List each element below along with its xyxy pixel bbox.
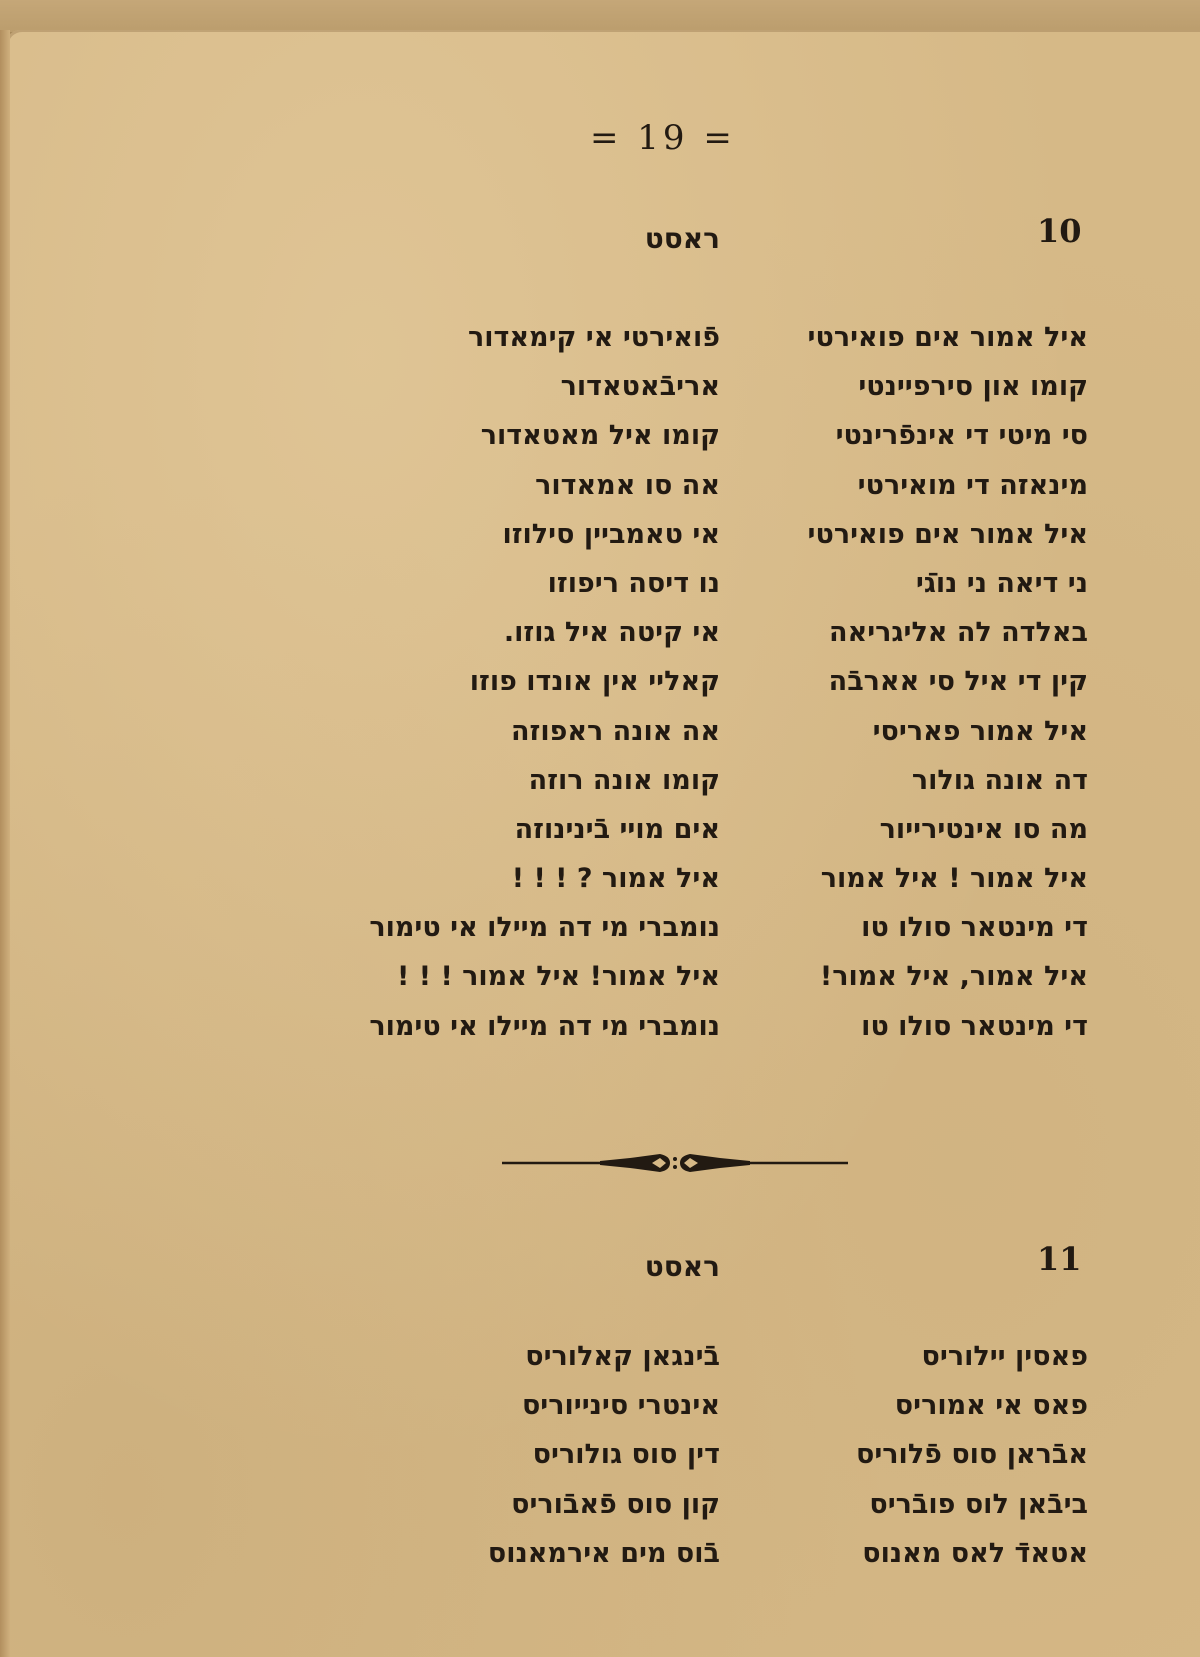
verse-line: אי קיטה איל גוזו. — [503, 617, 720, 649]
verse-line: אה אונה ראפוזה — [510, 715, 720, 747]
verse-line: קאליי אין אונדו פוזו — [469, 666, 720, 698]
verse-line: איל אמור, איל אמור! — [819, 961, 1088, 993]
section-number: 10 — [1037, 212, 1082, 250]
verse-line: דין סוס גולוריס — [532, 1439, 720, 1471]
verse-line: אים מויי בֿינינוזה — [514, 813, 720, 845]
verse-line: מה סו אינטירייור — [879, 813, 1088, 845]
verse-line: ני דיאה ני נוגֿי — [915, 567, 1088, 599]
section-number: 11 — [1037, 1240, 1082, 1278]
verse-line: מינאזה די מואירטי — [857, 469, 1088, 501]
verse-line: באלדה לה אליגריאה — [829, 617, 1088, 649]
verse-line: אינטרי סינייוריס — [521, 1390, 720, 1422]
verse-column-left — [369, 313, 720, 1051]
verse-line: ביבֿאן לוס פובֿריס — [869, 1488, 1088, 1520]
verse-line: די מינטאר סולו טו — [861, 1010, 1088, 1042]
page-left-edge — [0, 30, 10, 1657]
verse-line: אריבֿאטאדור — [560, 371, 720, 403]
verse-line: פאסין יילוריס — [921, 1341, 1088, 1372]
verse-column-right — [856, 1332, 1088, 1578]
section-title: ראסט — [644, 222, 720, 255]
verse-line: איל אמור ? ! ! ! — [511, 863, 720, 895]
verse-column-right — [808, 313, 1088, 1051]
verse-line: די מינטאר סולו טו — [861, 912, 1088, 944]
section-title: ראסט — [644, 1250, 720, 1283]
verse-line: נומברי מי דה מיילו אי טימור — [369, 1010, 720, 1042]
verse-line: פֿואירטי אי קימאדור — [467, 322, 720, 353]
verse-line: קומו אונה רוזה — [528, 764, 720, 796]
page-top-edge — [0, 0, 1200, 34]
decorative-divider-icon — [500, 1150, 850, 1176]
verse-line: בֿוס מים אירמאנוס — [487, 1537, 720, 1569]
verse-line: קומו און סירפיינטי — [858, 371, 1088, 403]
verse-line: אבֿראן סוס פֿלוריס — [856, 1439, 1088, 1471]
verse-line: פאס אי אמוריס — [894, 1390, 1088, 1422]
verse-line: אי טאמביין סילוזו — [502, 518, 720, 550]
verse-line: אה סו אמאדור — [535, 469, 720, 501]
verse-line: אטאדֿ לאס מאנוס — [862, 1537, 1088, 1569]
verse-line: איל אמור אים פואירטי — [807, 322, 1088, 353]
verse-line: איל אמור פאריסי — [872, 715, 1088, 747]
verse-line: נו דיסה ריפוזו — [547, 567, 720, 599]
page-number: = 19 = — [590, 118, 736, 158]
verse-line: איל אמור ! איל אמור — [820, 863, 1088, 895]
verse-line: קון סוס פֿאבֿוריס — [511, 1488, 720, 1520]
verse-line: קומו איל מאטאדור — [480, 420, 720, 452]
verse-column-left — [488, 1332, 720, 1578]
verse-line: בֿינגאן קאלוריס — [525, 1341, 720, 1372]
verse-line: נומברי מי דה מיילו אי טימור — [369, 912, 720, 944]
verse-line: איל אמור! איל אמור ! ! ! — [397, 961, 720, 993]
verse-line: סי מיטי די אינפֿרינטי — [835, 420, 1088, 452]
verse-line: דה אונה גולור — [911, 764, 1088, 796]
verse-line: קין די איל סי אארבֿה — [828, 666, 1088, 698]
verse-line: איל אמור אים פואירטי — [807, 518, 1088, 550]
